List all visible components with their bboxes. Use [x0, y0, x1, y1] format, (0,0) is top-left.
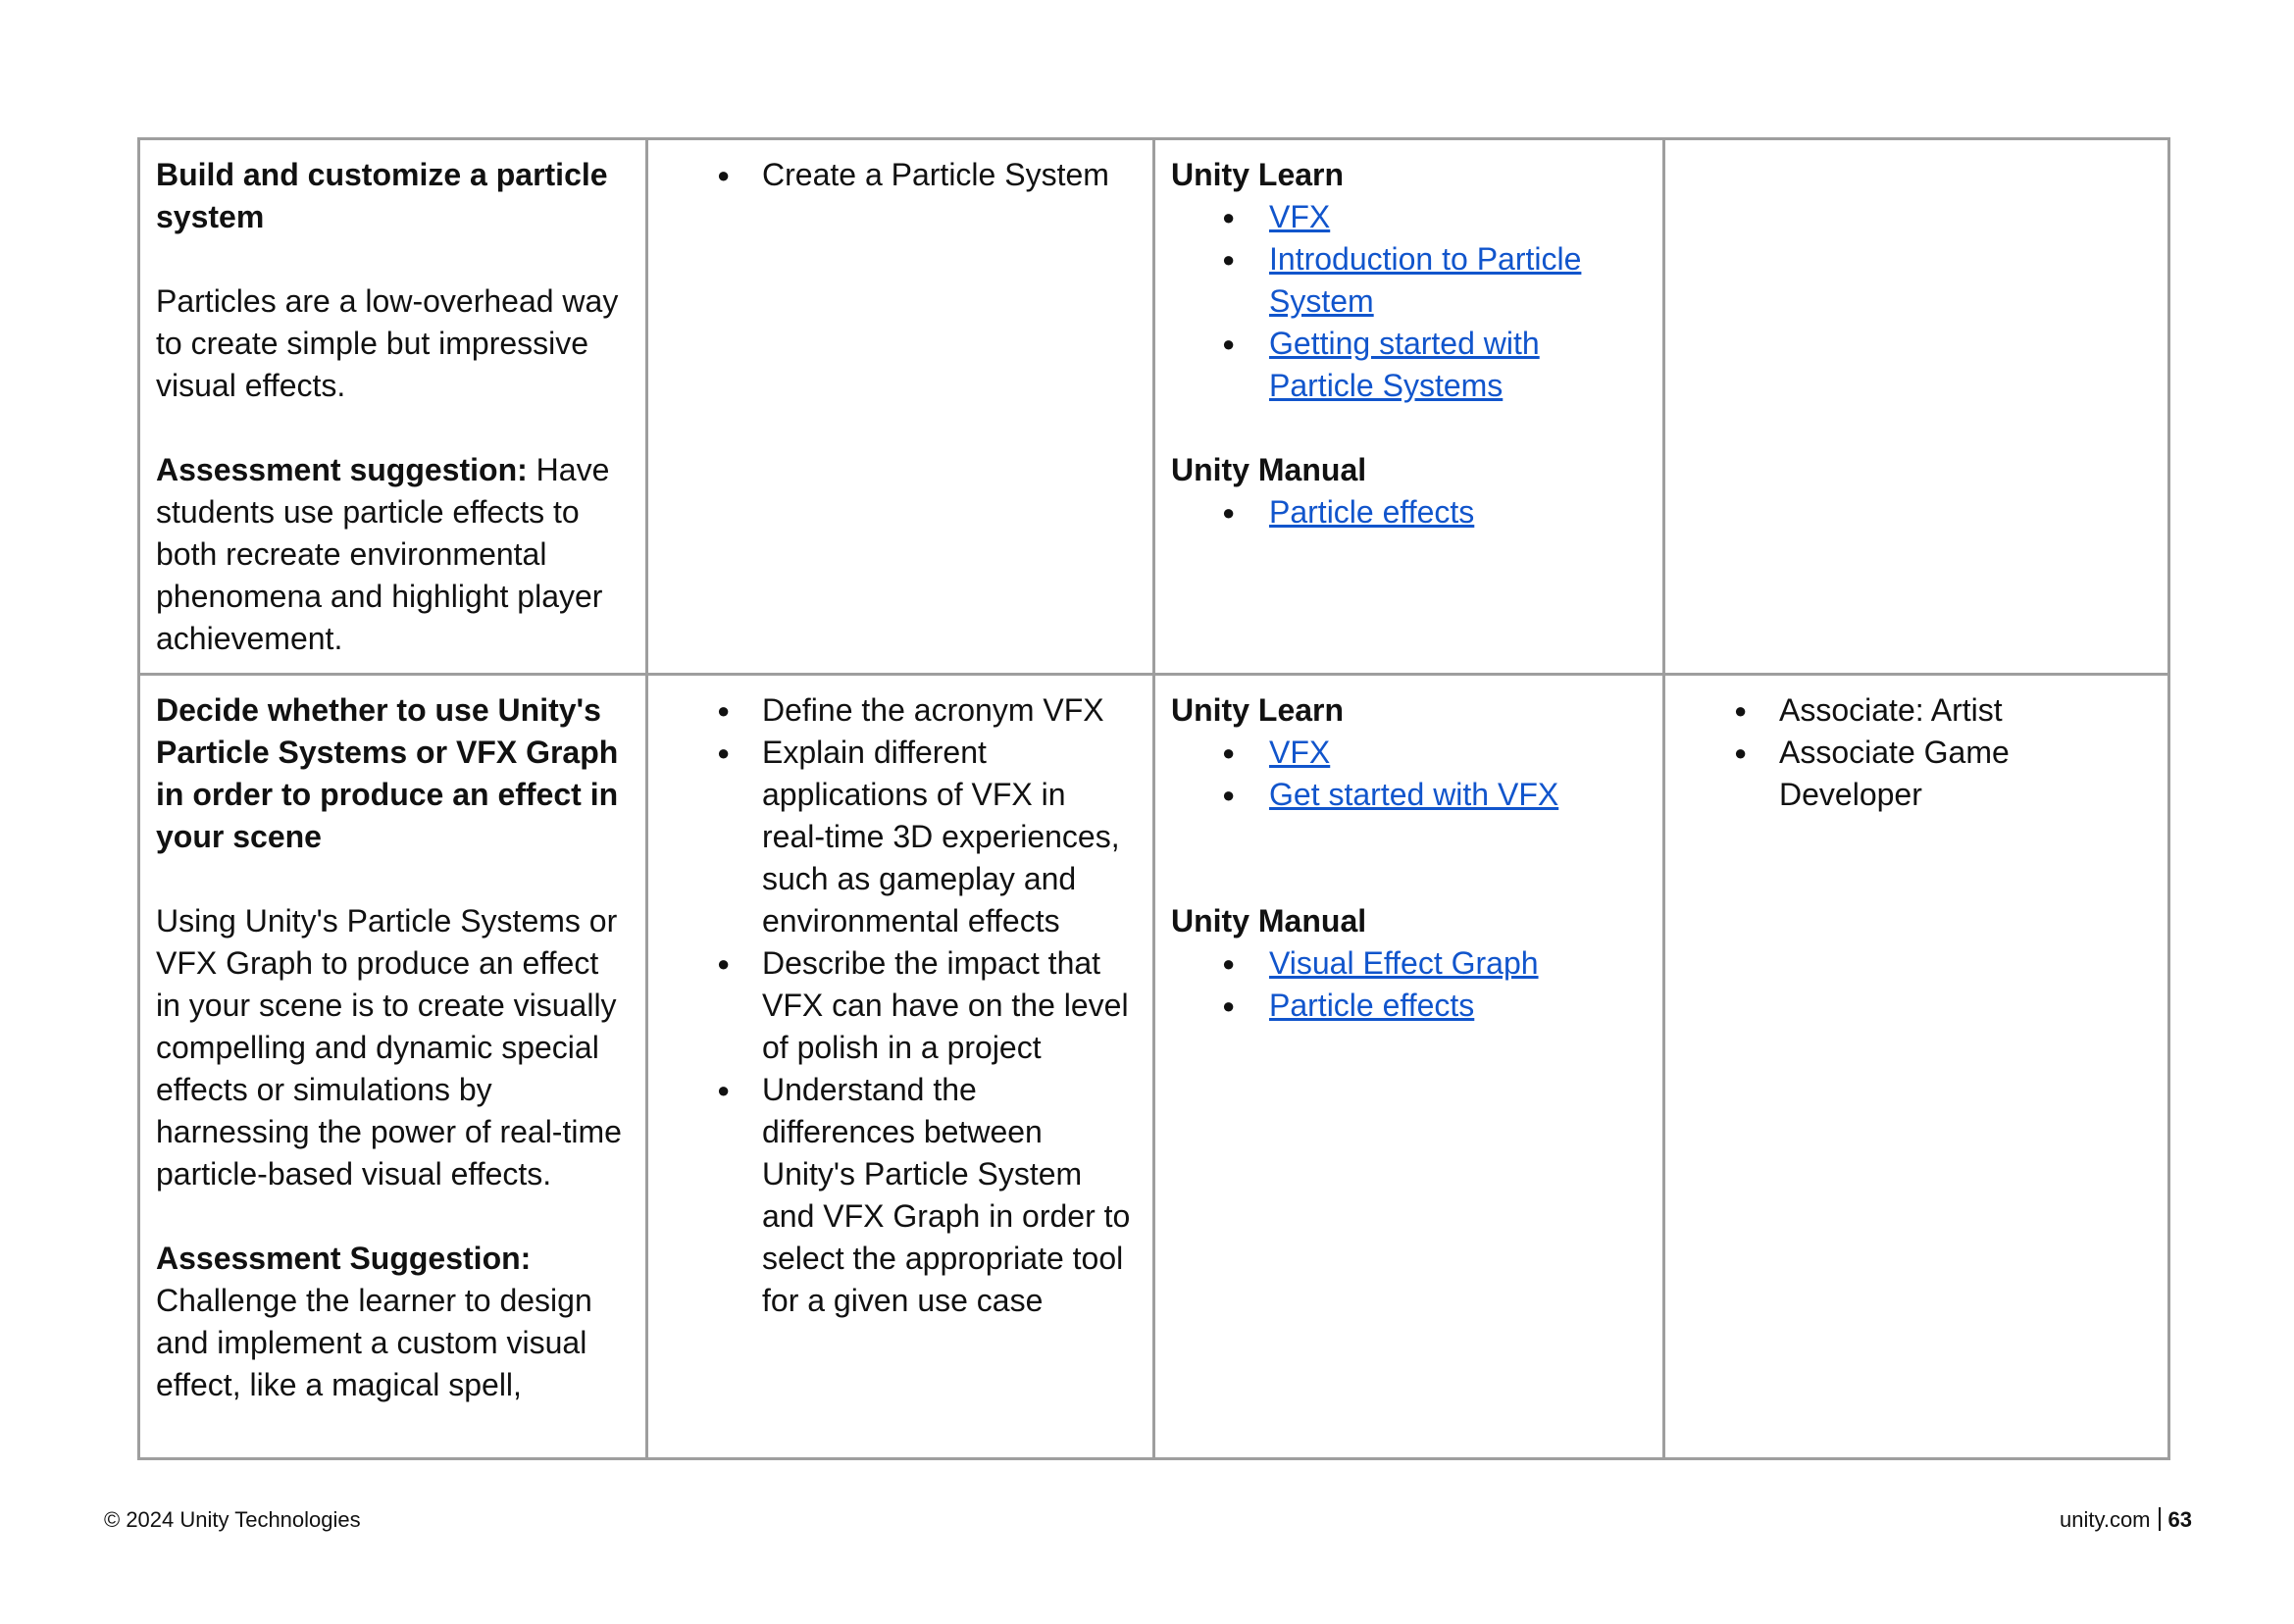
unity-learn-heading: Unity Learn: [1171, 692, 1345, 728]
row2-objective-cell: [140, 676, 645, 1457]
row1-objective-cell: [140, 140, 645, 673]
row2-objective-description: Using Unity's Particle Systems or VFX Graph to produce an effect in your scene is to create visually compelling and dynamic special effects or simulations by harnessing the power of real-time particle-based visual effects.: [156, 903, 622, 1192]
footer-site: unity.com: [2060, 1507, 2151, 1532]
unity-manual-heading: Unity Manual: [1171, 903, 1367, 939]
row1-skills-cell: [648, 140, 1152, 673]
vfx-link[interactable]: VFX: [1269, 199, 1331, 234]
list-item: ● Associate Game Developer: [1681, 732, 2152, 816]
row2-skills-cell: [648, 676, 1152, 1457]
visual-effect-graph-link[interactable]: Visual Effect Graph: [1269, 945, 1539, 981]
row2-objective-title: Decide whether to use Unity's Particle Systems or VFX Graph in order to produce an effect in your scene: [156, 692, 619, 854]
list-item: ● Create a Particle System: [664, 154, 1137, 196]
vfx-link[interactable]: VFX: [1269, 735, 1331, 770]
row1-objective-title: Build and customize a particle system: [156, 157, 608, 234]
row1-objective-description: Particles are a low-overhead way to create simple but impressive visual effects.: [156, 283, 619, 403]
list-item: ● Define the acronym VFX: [664, 689, 1137, 732]
row1-certification-cell: [1665, 140, 2167, 673]
particle-effects-link[interactable]: Particle effects: [1269, 494, 1475, 530]
footer-page-info: [2060, 1505, 2192, 1535]
list-item: ● Explain different applications of VFX in real-time 3D experiences, such as gameplay and environmental effects: [664, 732, 1137, 942]
list-item: [1171, 942, 1647, 985]
getting-started-particle-systems-link[interactable]: Getting started with Particle Systems: [1269, 326, 1540, 403]
footer-copyright: © 2024 Unity Technologies: [104, 1507, 361, 1532]
row1-assessment-text: Have students use particle effects to both recreate environmental phenomena and highlight player achievement.: [156, 452, 610, 656]
intro-particle-system-link[interactable]: Introduction to Particle System: [1269, 241, 1582, 319]
list-item: [1171, 491, 1647, 533]
particle-effects-link[interactable]: Particle effects: [1269, 988, 1475, 1023]
list-item: [1171, 323, 1647, 407]
list-item: ● Associate: Artist: [1681, 689, 2152, 732]
unity-manual-heading: Unity Manual: [1171, 452, 1367, 487]
list-item: [1171, 238, 1647, 323]
curriculum-table: [137, 137, 2170, 1460]
row2-assessment-text: Challenge the learner to design and implement a custom visual effect, like a magical spell,: [156, 1283, 592, 1402]
list-item: [1171, 774, 1647, 816]
row2-resources-cell: [1155, 676, 1662, 1457]
list-item: ● Understand the differences between Unity's Particle System and VFX Graph in order to select the appropriate tool for a given use case: [664, 1069, 1137, 1322]
page-number: 63: [2167, 1507, 2192, 1532]
list-item: [1171, 196, 1647, 238]
row2-certification-cell: [1665, 676, 2167, 1457]
row1-assessment-label: Assessment suggestion:: [156, 452, 528, 487]
row1-resources-cell: [1155, 140, 1662, 673]
footer-separator: [2159, 1507, 2161, 1531]
list-item: [1171, 732, 1647, 774]
row2-assessment-label: Assessment Suggestion:: [156, 1241, 532, 1276]
list-item: [1171, 985, 1647, 1027]
unity-learn-heading: Unity Learn: [1171, 157, 1345, 192]
get-started-vfx-link[interactable]: Get started with VFX: [1269, 777, 1559, 812]
list-item: ● Describe the impact that VFX can have on the level of polish in a project: [664, 942, 1137, 1069]
row1-assessment: [156, 449, 630, 660]
